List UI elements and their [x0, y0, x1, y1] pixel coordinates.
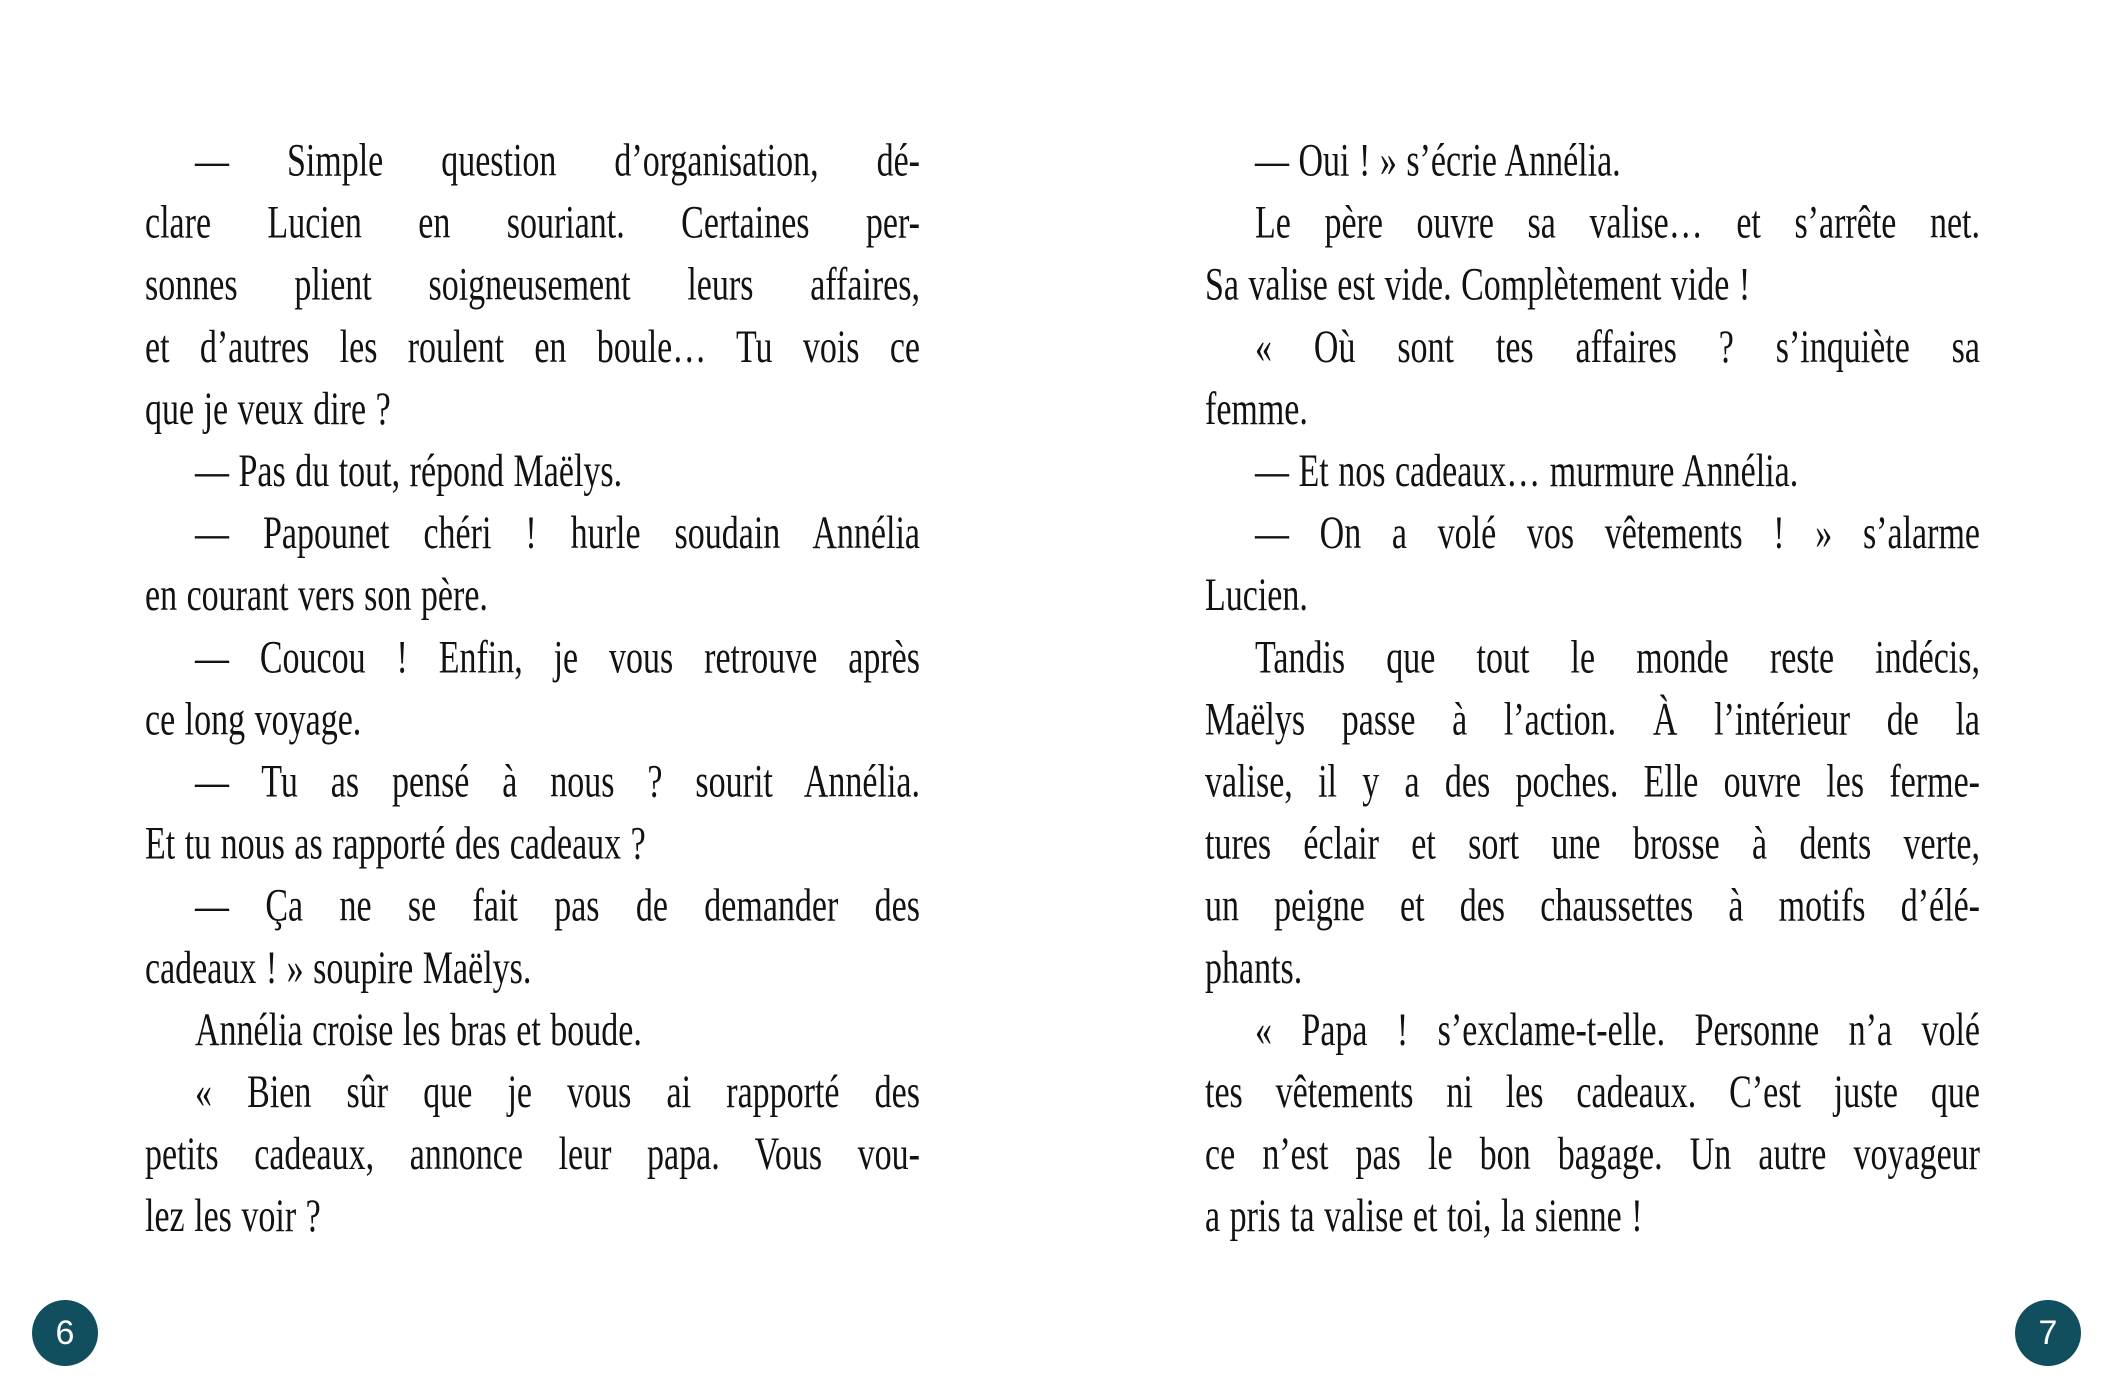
- text-line: Lucien.: [1205, 570, 1308, 622]
- page-right-text-block: [1205, 130, 1980, 1248]
- text-line: « Bien sûr que je vous ai rapporté des: [195, 1067, 920, 1119]
- text-line: Tandis que tout le monde reste indécis,: [1255, 632, 1980, 684]
- text-line: femme.: [1205, 383, 1308, 435]
- text-line: — Oui ! » s’écrie Annélia.: [1255, 135, 1621, 187]
- text-line: ce n’est pas le bon bagage. Un autre voyageur: [1205, 1129, 1980, 1181]
- page-left-text-block: [145, 130, 920, 1248]
- text-line: — On a volé vos vêtements ! » s’alarme: [1255, 508, 1980, 560]
- text-line: Le père ouvre sa valise… et s’arrête net.: [1255, 197, 1980, 249]
- text-line: et d’autres les roulent en boule… Tu vois ce: [145, 321, 920, 373]
- text-line: — Tu as pensé à nous ? sourit Annélia.: [195, 756, 920, 808]
- text-line: un peigne et des chaussettes à motifs d’élé-: [1205, 880, 1980, 932]
- text-line: valise, il y a des poches. Elle ouvre les ferme-: [1205, 756, 1980, 808]
- text-line: Maëlys passe à l’action. À l’intérieur de la: [1205, 694, 1980, 746]
- text-line: en courant vers son père.: [145, 570, 488, 622]
- text-line: — Coucou ! Enfin, je vous retrouve après: [195, 632, 920, 684]
- text-line: phants.: [1205, 942, 1303, 994]
- page-number-left: 6: [55, 1313, 75, 1352]
- text-line: ce long voyage.: [145, 694, 362, 746]
- text-line: « Où sont tes affaires ? s’inquiète sa: [1255, 321, 1980, 373]
- text-line: Et tu nous as rapporté des cadeaux ?: [145, 818, 646, 870]
- page-number-right: 7: [2038, 1313, 2058, 1352]
- text-line: cadeaux ! » soupire Maëlys.: [145, 942, 532, 994]
- text-line: petits cadeaux, annonce leur papa. Vous vou-: [145, 1129, 920, 1181]
- text-line: — Ça ne se fait pas de demander des: [195, 880, 920, 932]
- text-line: tes vêtements ni les cadeaux. C’est juste que: [1205, 1067, 1980, 1119]
- page-number-badge-left: [32, 1300, 98, 1366]
- page-number-badge-right: [2015, 1300, 2081, 1366]
- text-line: sonnes plient soigneusement leurs affaires,: [145, 259, 920, 311]
- text-line: tures éclair et sort une brosse à dents verte,: [1205, 818, 1980, 870]
- text-line: — Simple question d’organisation, dé-: [195, 135, 920, 187]
- text-line: — Et nos cadeaux… murmure Annélia.: [1255, 446, 1799, 498]
- text-line: Annélia croise les bras et boude.: [195, 1004, 642, 1056]
- text-line: lez les voir ?: [145, 1191, 321, 1243]
- text-line: — Pas du tout, répond Maëlys.: [195, 446, 623, 498]
- text-line: que je veux dire ?: [145, 383, 391, 435]
- text-line: Sa valise est vide. Complètement vide !: [1205, 259, 1751, 311]
- text-line: « Papa ! s’exclame-t-elle. Personne n’a volé: [1255, 1004, 1980, 1056]
- text-line: — Papounet chéri ! hurle soudain Annélia: [195, 508, 920, 560]
- text-line: clare Lucien en souriant. Certaines per-: [145, 197, 920, 249]
- text-line: a pris ta valise et toi, la sienne !: [1205, 1191, 1643, 1243]
